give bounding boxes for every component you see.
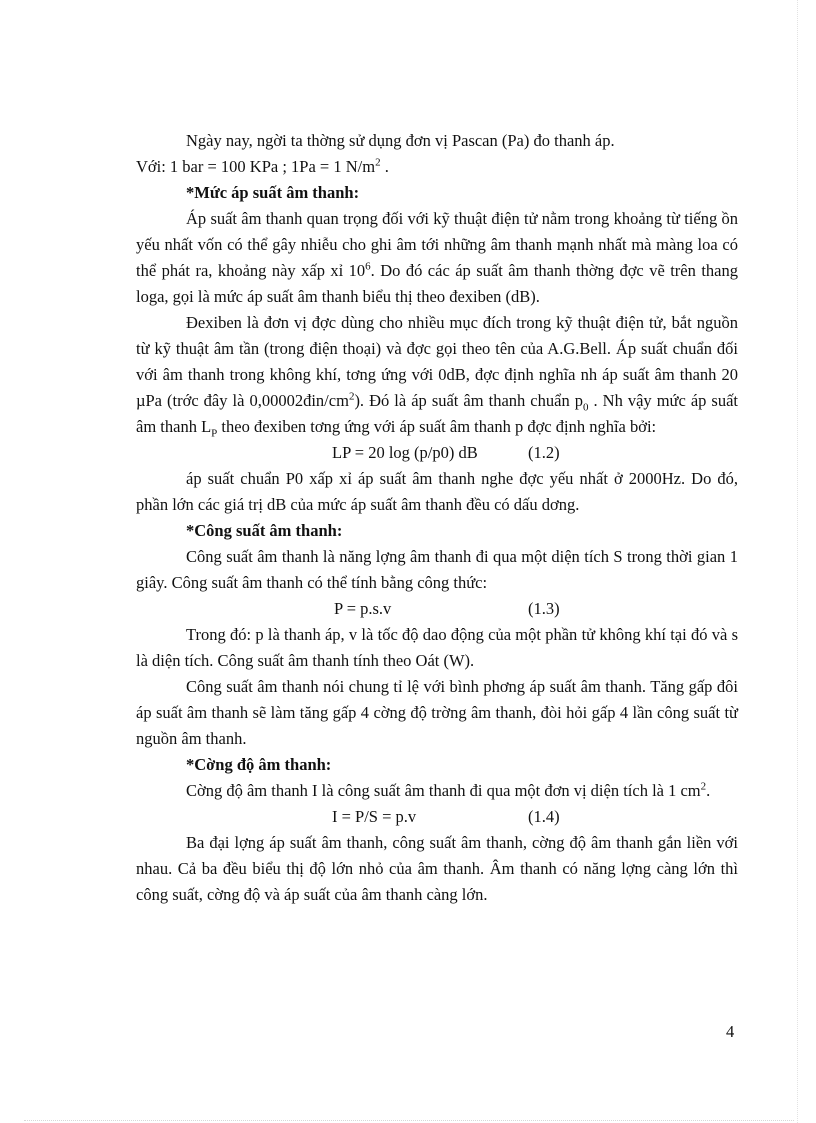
formula-1-2-expression: LP = 20 log (p/p0) dB bbox=[332, 443, 478, 462]
formula-1-2 bbox=[136, 440, 738, 466]
formula-1-3-expression: P = p.s.v bbox=[334, 599, 392, 618]
paragraph-decibel bbox=[136, 310, 738, 440]
heading-sound-pressure-level: *Mức áp suất âm thanh: bbox=[186, 183, 360, 202]
pressure-range-exponent: 6 bbox=[365, 260, 371, 273]
paragraph-formula-explanation: Trong đó: p là thanh áp, v là tốc độ dao động của một phần tử không khí tại đó và s là diện tích. Công suất âm thanh tính theo Oát (W). bbox=[136, 625, 738, 670]
paragraph-sound-power: Công suất âm thanh là năng lợng âm thanh đi qua một diện tích S trong thời gian 1 giây. Công suất âm thanh có thể tính bằng công thức: bbox=[136, 547, 738, 592]
heading-sound-intensity: *Cờng độ âm thanh: bbox=[186, 755, 332, 774]
sound-intensity-text: Cờng độ âm thanh I là công suất âm thanh đi qua một đơn vị diện tích là 1 cm bbox=[186, 781, 701, 800]
decibel-text: Đexiben là đơn vị đợc dùng cho nhiều mục đích trong kỹ thuật điện tử, bắt nguồn từ kỹ thuật âm tần (trong điện thoại) và đợc gọi theo tên của A.G.Bell. Áp suất chuẩn đối với âm thanh trong không khí, tơng ứng với 0dB, đợc định nghĩa nh áp suất âm thanh 20 µPa (trớc đây là 0,00002đin/cm bbox=[136, 313, 738, 410]
pressure-range-text-end: . Do đó các áp suất âm thanh thờng đợc vẽ trên thang loga, gọi là mức áp suất âm thanh biểu thị theo đexiben (dB). bbox=[136, 261, 738, 306]
formula-1-3 bbox=[136, 596, 738, 622]
pascal-unit-line2: Với: 1 bar = 100 KPa ; 1Pa = 1 N/m bbox=[136, 157, 376, 176]
decibel-text-4: theo đexiben tơng ứng với áp suất âm thanh p đợc định nghĩa bởi: bbox=[217, 417, 657, 436]
decibel-text-3: . Nh vậy mức áp suất âm thanh L bbox=[136, 391, 739, 436]
page-edge-rule bbox=[797, 0, 798, 1123]
decibel-subscript-0: 0 bbox=[582, 401, 589, 414]
decibel-subscript-p: P bbox=[211, 427, 218, 440]
paragraph-sound-intensity bbox=[136, 778, 738, 804]
paragraph-reference-pressure: áp suất chuẩn P0 xấp xỉ áp suất âm thanh nghe đợc yếu nhất ở 2000Hz. Do đó, phần lớn các giá trị dB của mức áp suất âm thanh đều có dấu dơng. bbox=[136, 469, 738, 514]
heading-sound-power: *Công suất âm thanh: bbox=[186, 521, 343, 540]
paragraph-pascal-unit bbox=[136, 128, 738, 180]
paragraph-power-proportional: Công suất âm thanh nói chung tỉ lệ với bình phơng áp suất âm thanh. Tăng gấp đôi áp suất âm thanh sẽ làm tăng gấp 4 cờng độ trờng âm thanh, đòi hỏi gấp 4 lần công suất từ nguồn âm thanh. bbox=[136, 677, 738, 748]
page-bottom-rule bbox=[24, 1120, 794, 1121]
paragraph-three-quantities: Ba đại lợng áp suất âm thanh, công suất âm thanh, cờng độ âm thanh gắn liền với nhau. Cả ba đều biểu thị độ lớn nhỏ của âm thanh. Âm thanh có năng lợng càng lớn thì công suất, cờng độ và áp suất của âm thanh càng lớn. bbox=[136, 833, 738, 904]
sound-intensity-end: . bbox=[706, 781, 711, 800]
decibel-text-2: ). Đó là áp suất âm thanh chuẩn p bbox=[354, 391, 583, 410]
formula-1-3-number: (1.3) bbox=[528, 599, 560, 618]
formula-1-4-number: (1.4) bbox=[528, 807, 560, 826]
sound-intensity-exponent: 2 bbox=[700, 780, 707, 793]
formula-1-4-expression: I = P/S = p.v bbox=[332, 807, 417, 826]
decibel-exponent: 2 bbox=[348, 390, 355, 403]
pascal-unit-end: . bbox=[380, 157, 389, 176]
paragraph-pressure-range bbox=[136, 206, 738, 310]
pressure-range-text: Áp suất âm thanh quan trọng đối với kỹ thuật điện tử nằm trong khoảng từ tiếng ồn yếu nhất vốn có thể gây nhiễu cho ghi âm tới những âm thanh mạnh nhất mà màng loa có thể phát ra, khoảng này xấp xỉ 10 bbox=[136, 209, 738, 280]
page-content bbox=[136, 128, 738, 908]
formula-1-4 bbox=[136, 804, 738, 830]
pascal-unit-line1: Ngày nay, ngời ta thờng sử dụng đơn vị Pascan (Pa) đo thanh áp. bbox=[186, 131, 615, 150]
pascal-unit-exponent: 2 bbox=[375, 156, 381, 169]
formula-1-2-number: (1.2) bbox=[528, 443, 560, 462]
page-number: 4 bbox=[726, 1022, 735, 1041]
